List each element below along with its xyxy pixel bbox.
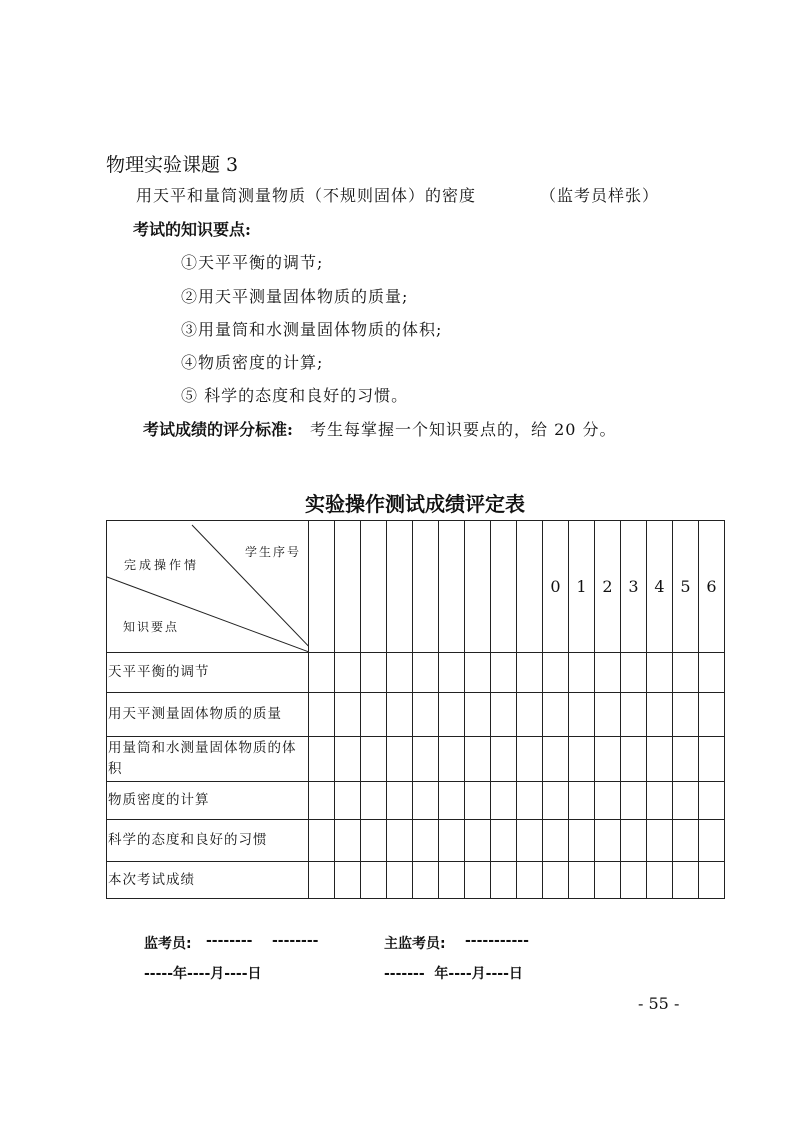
student-col: 4 (647, 521, 673, 653)
knowledge-point-1: ①天平平衡的调节; (181, 253, 324, 272)
table-row (107, 737, 725, 782)
standard-heading: 考试成绩的评分标准: (143, 420, 293, 439)
knowledge-point-4: ④物质密度的计算; (181, 353, 324, 372)
knowledge-point-3: ③用量筒和水测量固体物质的体积; (181, 320, 443, 339)
page-title: 物理实验课题 3 (106, 154, 239, 176)
grade-table (106, 520, 725, 899)
page-number: - 55 - (638, 994, 680, 1013)
student-col: 2 (595, 521, 621, 653)
experiment-subtitle: 用天平和量筒测量物质（不规则固体）的密度 (136, 186, 477, 205)
role-note: （监考员样张） (540, 186, 660, 205)
table-row (107, 782, 725, 820)
row-label: 本次考试成绩 (107, 862, 309, 899)
chief-proctor-label: 主监考员: (384, 936, 446, 952)
student-col: 6 (699, 521, 725, 653)
table-header-row (107, 521, 725, 653)
table-row (107, 693, 725, 737)
student-col: 5 (673, 521, 699, 653)
student-col (361, 521, 387, 653)
student-col: 1 (569, 521, 595, 653)
table-row (107, 820, 725, 862)
chief-proctor-blank: ----------- (465, 933, 529, 949)
date-left: -----年----月----日 (144, 966, 262, 982)
row-label: 用量筒和水测量固体物质的体积 (107, 737, 309, 782)
student-col: 0 (543, 521, 569, 653)
student-col: 3 (621, 521, 647, 653)
proctor-blank: -------- -------- (206, 933, 319, 949)
header-knowledge: 知识要点 (123, 620, 180, 634)
knowledge-heading: 考试的知识要点: (133, 220, 251, 239)
student-col (335, 521, 361, 653)
student-col (413, 521, 439, 653)
student-col (387, 521, 413, 653)
standard-text: 考生每掌握一个知识要点的，给 20 分。 (310, 420, 617, 439)
table-row (107, 653, 725, 693)
proctor-label: 监考员: (144, 936, 192, 952)
student-col (517, 521, 543, 653)
header-completion: 完成操作情 (124, 558, 200, 572)
header-student-number: 学生序号 (245, 545, 302, 559)
student-col (309, 521, 335, 653)
student-col (439, 521, 465, 653)
date-right: ------- 年----月----日 (384, 966, 523, 982)
knowledge-point-2: ②用天平测量固体物质的质量; (181, 287, 409, 306)
knowledge-point-5: ⑤ 科学的态度和良好的习惯。 (181, 386, 409, 405)
row-label: 物质密度的计算 (107, 782, 309, 820)
student-col (491, 521, 517, 653)
table-row (107, 862, 725, 899)
row-label: 用天平测量固体物质的质量 (107, 693, 309, 737)
row-label: 科学的态度和良好的习惯 (107, 820, 309, 862)
diagonal-header-cell (107, 521, 309, 653)
table-title: 实验操作测试成绩评定表 (305, 492, 525, 516)
row-label: 天平平衡的调节 (107, 653, 309, 693)
student-col (465, 521, 491, 653)
